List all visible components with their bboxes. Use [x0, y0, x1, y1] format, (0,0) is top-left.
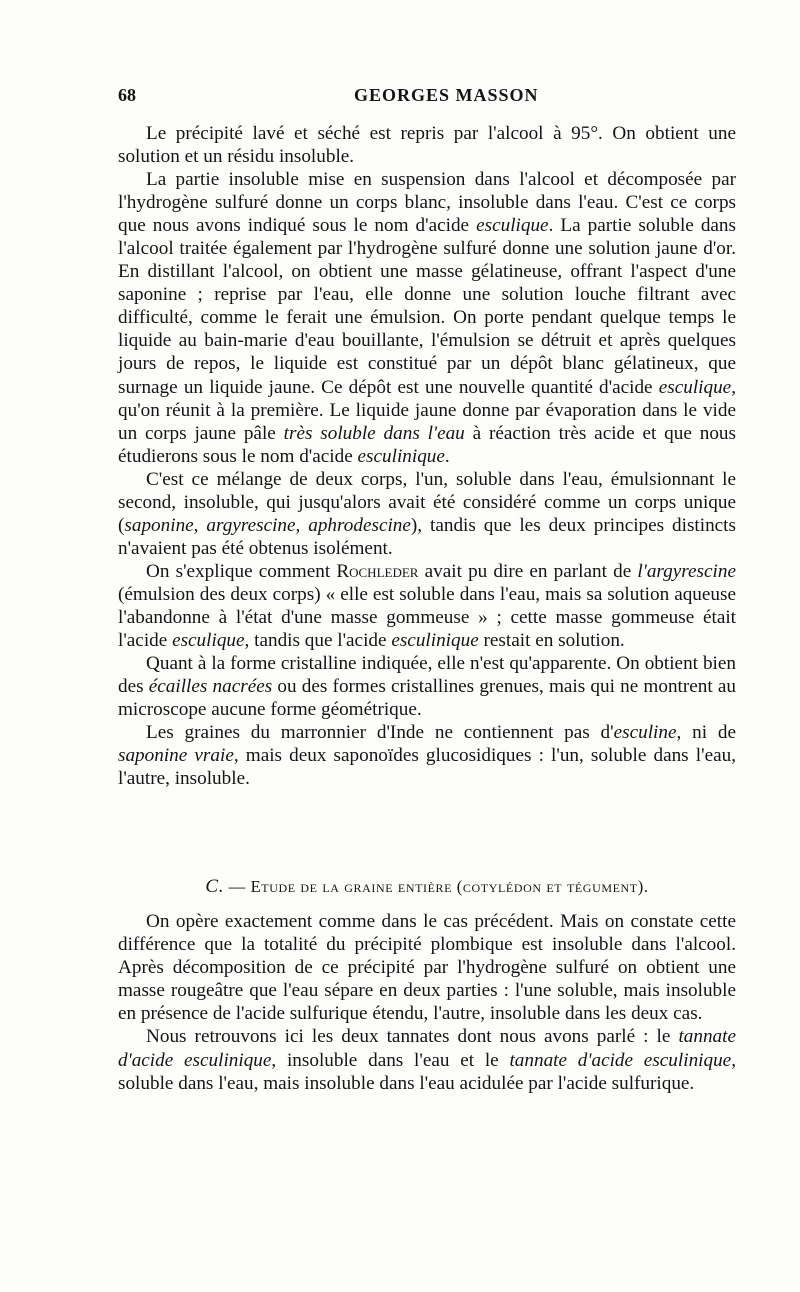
paragraph-7	[118, 910, 736, 1025]
section-title: Etude de la graine entière (cotylédon et tégument).	[250, 877, 649, 896]
text-run: Quant à la forme cristalline indiquée, elle n'est qu'apparente. On obtient bien des	[118, 653, 736, 698]
text-run: restait en solution.	[478, 630, 625, 652]
text-run: Les graines du marronnier d'Inde ne contiennent pas d'	[146, 722, 614, 744]
paragraph-5	[118, 652, 736, 721]
text-run: C'est ce mélange de deux corps, l'un, soluble dans l'eau, émulsionnant le second, insoluble, qui jusqu'alors avait été considéré comme un corps unique (	[118, 468, 736, 536]
text-run: (émulsion des deux corps) « elle est soluble dans l'eau, mais sa solution aqueuse l'abandonne à l'état d'une masse gommeuse » ; cette masse gommeuse était l'acide	[118, 583, 736, 652]
text-run: On s'explique comment	[146, 560, 337, 582]
text-run: . La partie soluble dans l'alcool traitée également par l'hydrogène sulfuré donne une solution jaune d'or. En distillant l'alcool, on obtient une masse gélatineuse, offrant l'aspect d'une saponine ; reprise par l'eau, elle donne une solution louche filtrant avec difficulté, comme le ferait une émulsion. On porte pendant quelque temps le liquide au bain-marie d'eau bouillante, l'émulsion se détruit et après quelques jours de repos, le liquide est constitué par un dépôt blanc gélatineux, que surnage un liquide jaune. Ce dépôt est une nouvelle quantité d'acide	[118, 215, 736, 398]
paragraph-6	[118, 721, 736, 790]
text-run: Nous retrouvons ici les deux tannates dont nous avons parlé : le	[146, 1026, 679, 1048]
text-run: , soluble dans l'eau, mais insoluble dans l'eau acidulée par l'acide sulfurique.	[118, 1049, 736, 1094]
text-run: , ni de	[676, 722, 736, 744]
running-title: GEORGES MASSON	[354, 85, 539, 105]
italic-term: écailles nacrées	[148, 676, 273, 698]
page-number: 68	[118, 85, 136, 105]
text-run: , insoluble dans l'eau et le	[271, 1049, 510, 1071]
text-run: .	[444, 445, 450, 467]
section-dash: —	[224, 877, 251, 896]
italic-term: saponine vraie	[118, 745, 234, 767]
italic-term: saponine, argyrescine, aphrodescine	[124, 514, 411, 536]
paragraph-1-text: Le précipité lavé et séché est repris par l'alcool à 95°. On obtient une solution et un résidu insoluble.	[118, 123, 736, 168]
paragraph-2	[118, 168, 736, 468]
italic-term: esculine	[613, 722, 677, 744]
text-run: , qu'on réunit à la première. Le liquide jaune donne par évaporation dans le vide un corps jaune pâle	[118, 376, 736, 444]
text-run: ou des formes cristallines grenues, mais qui ne montrent au microscope aucune forme géométrique.	[118, 676, 736, 721]
italic-term: l'argyrescine	[637, 560, 736, 582]
paragraph-7-text: On opère exactement comme dans le cas précédent. Mais on constate cette différence que la totalité du précipité plombique est insoluble dans l'alcool. Après décomposition de ce précipité par l'hydrogène sulfuré on obtient une masse rougeâtre que l'eau sépare en deux parties : l'une soluble, mais insoluble en présence de l'acide sulfurique étendu, l'autre, insoluble dans les deux cas.	[118, 911, 736, 1025]
paragraph-4	[118, 560, 736, 652]
text-run: La partie insoluble mise en suspension dans l'alcool et décomposée par l'hydrogène sulfuré donne un corps blanc, insoluble dans l'eau. C'est ce corps que nous avons indiqué sous le nom d'acide	[118, 169, 736, 237]
main-text-block	[118, 122, 736, 790]
paragraph-1	[118, 122, 736, 168]
section-c-text-block	[118, 910, 736, 1095]
paragraph-8	[118, 1025, 736, 1094]
text-run: avait pu dire en parlant de	[418, 560, 638, 582]
italic-term: esculique	[172, 630, 245, 652]
italic-term: très soluble dans l'eau	[283, 422, 465, 444]
italic-term: esculinique	[391, 630, 479, 652]
text-run: ), tandis que les deux principes distincts n'avaient pas été obtenus isolément.	[118, 514, 736, 559]
italic-term: tannate d'acide esculinique	[118, 1026, 736, 1071]
italic-term: esculique	[476, 215, 549, 237]
text-run: à réaction très acide et que nous étudierons sous le nom d'acide	[118, 422, 736, 467]
italic-term: esculinique	[357, 445, 445, 467]
text-run: , mais deux saponoïdes glucosidiques : l'un, soluble dans l'eau, l'autre, insoluble.	[118, 745, 736, 790]
italic-term: esculique	[658, 376, 732, 398]
paragraph-3	[118, 468, 736, 560]
author-name: Rochleder	[336, 560, 419, 582]
section-letter: C.	[205, 876, 225, 897]
section-heading	[118, 876, 736, 898]
text-run: , tandis que l'acide	[244, 630, 392, 652]
italic-term: tannate d'acide esculinique	[509, 1049, 732, 1071]
running-header	[118, 85, 704, 106]
